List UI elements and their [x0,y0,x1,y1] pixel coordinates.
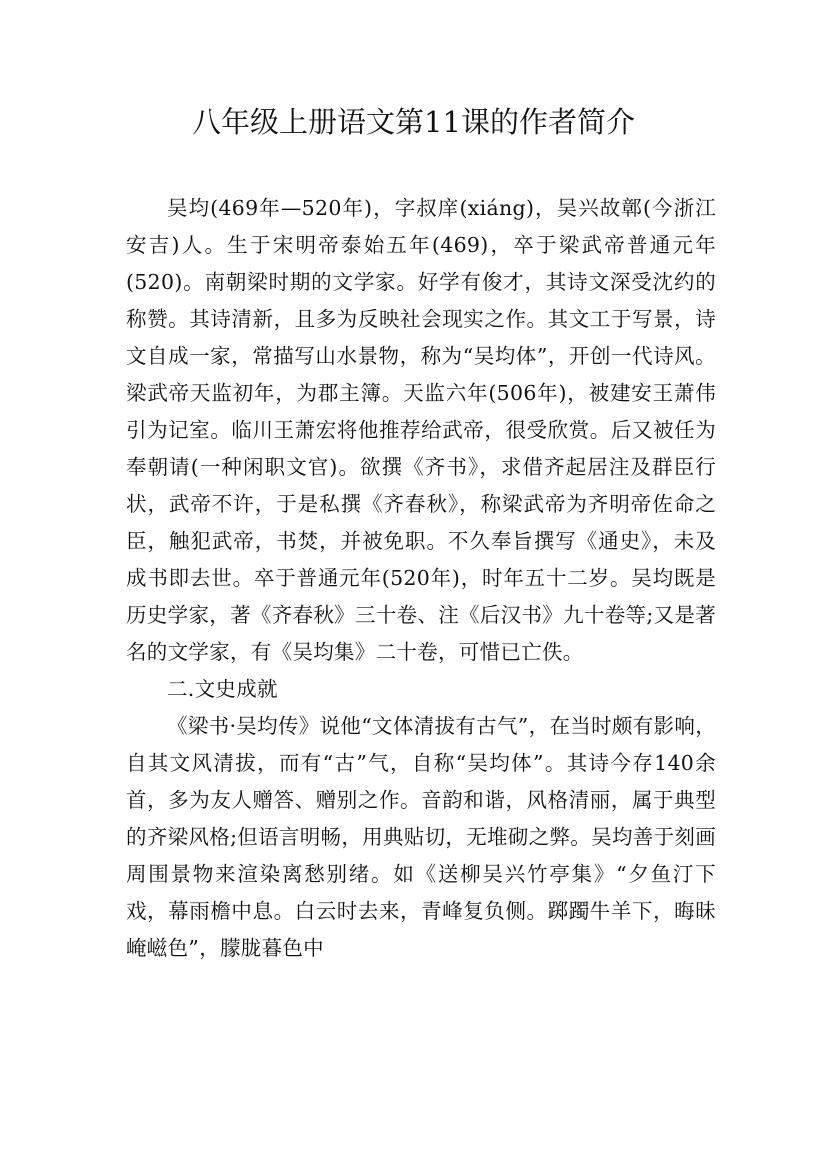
paragraph-biography: 吴均(469年—520年)，字叔庠(xiáng)，吴兴故鄣(今浙江安吉)人。生于宋明帝泰始五年(469)，卒于梁武帝普通元年(520)。南朝梁时期的文学家。好学有俊才，其诗文深受沈约的称赞。其诗清新，且多为反映社会现实之作。其文工于写景，诗文自成一家，常描写山水景物，称为“吴均体”，开创一代诗风。梁武帝天监初年，为郡主簿。天监六年(506年)，被建安王萧伟引为记室。临川王萧宏将他推荐给武帝，很受欣赏。后又被任为奉朝请(一种闲职文官)。欲撰《齐书》，求借齐起居注及群臣行状，武帝不许，于是私撰《齐春秋》，称梁武帝为齐明帝佐命之臣，触犯武帝，书焚，并被免职。不久奉旨撰写《通史》，未及成书即去世。卒于普通元年(520年)，时年五十二岁。吴均既是历史学家，著《齐春秋》三十卷、注《后汉书》九十卷等;又是著名的文学家，有《吴均集》二十卷，可惜已亡佚。 [126,196,716,664]
document-body [126,190,716,967]
paragraph-achievements: 《梁书·吴均传》说他“文体清拔有古气”，在当时颇有影响，自其文风清拔，而有“古”气，自称“吴均体”。其诗今存140余首，多为友人赠答、赠别之作。音韵和谐，风格清丽，属于典型的齐梁风格;但语言明畅，用典贴切，无堆砌之弊。吴均善于刻画周围景物来渲染离愁别绪。如《送柳吴兴竹亭集》“夕鱼汀下戏，幕雨檐中息。白云时去来，青峰复负侧。踯躅牛羊下，晦昧崦嵫色”，朦胧暮色中 [126,714,716,960]
document-title: 八年级上册语文第11课的作者简介 [192,105,635,139]
section-heading: 二.文史成就 [167,677,278,701]
